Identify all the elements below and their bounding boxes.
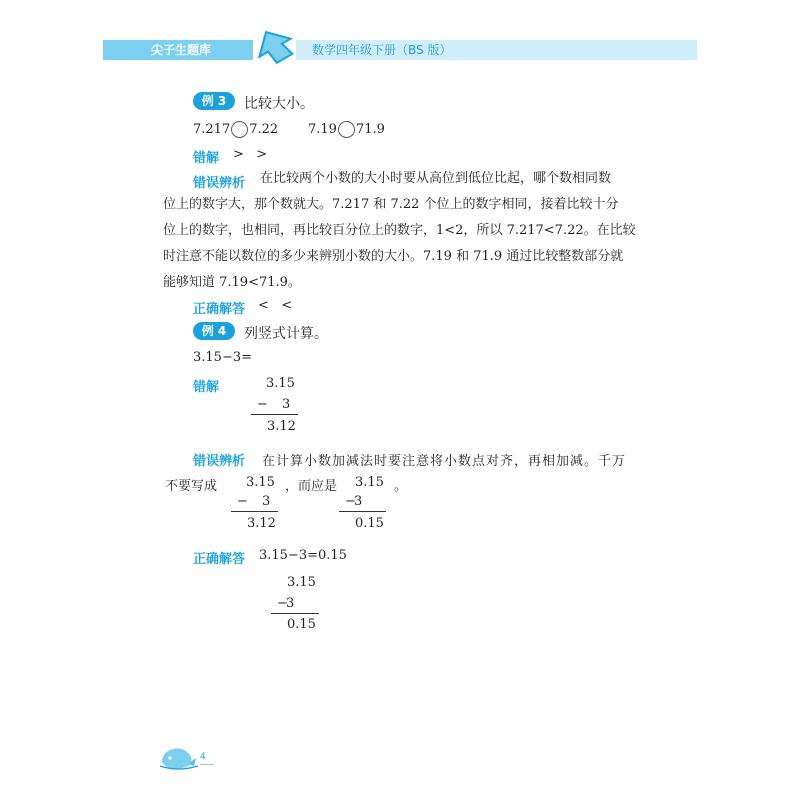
series-title: 尖子生题库 [150,43,211,57]
analysis-line: 能够知道 7.19<71.9。 [163,275,301,290]
wrong-solution-label-4: 错解 [193,380,220,395]
page-number: 4 [200,752,206,762]
analysis-4-line-2a: 不要写成 [165,479,218,494]
calc-operator: − [277,596,288,611]
up-arrow-icon [252,28,296,64]
analysis-line: 时注意不能以数位的多少来辨别小数的大小。7.19 和 71.9 通过比较整数部分就 [163,249,624,264]
calc-subtrahend: 3 [354,494,363,509]
compare-circle-1 [231,121,248,138]
calc-result: 3.12 [247,516,276,531]
calc-operator: − [237,494,248,509]
header-book-bar [296,40,697,60]
calc-rule [339,511,386,512]
calc-subtrahend: 3 [262,494,271,509]
calc-result: 0.15 [287,617,316,632]
compare-2-left: 7.19 [308,122,337,137]
example-4-tag: 例 4 [193,322,235,340]
calc-top: 3.15 [266,376,295,391]
example-3-prompt: 比较大小。 [244,96,314,112]
analysis-line: 在比较两个小数的大小时要从高位到低位比起，哪个数相同数 [260,171,612,186]
example-4-problem: 3.15−3= [193,350,253,365]
book-title: 数学四年级下册（BS 版） [312,43,452,57]
correct-answer-3: < < [258,298,293,313]
calc-subtrahend: 3 [282,397,291,412]
error-analysis-label-4: 错误辨析 [193,454,246,469]
analysis-4-line-2b: ，而应是 [285,479,338,494]
wrong-answer-3: > > [233,147,268,162]
calc-result: 0.15 [355,516,384,531]
calc-rule [231,511,278,512]
calc-operator: − [345,494,356,509]
compare-item-2 [308,121,385,138]
calc-top: 3.15 [287,575,316,590]
example-4-prompt: 列竖式计算。 [244,326,328,342]
error-analysis-text-3 [163,166,639,296]
correct-equation-4: 3.15−3=0.15 [259,548,347,563]
example-3-tag: 例 3 [193,92,235,110]
header-series-bar [103,40,253,60]
analysis-4-line-1: 在计算小数加减法时要注意将小数点对齐，再相加减。千万 [262,454,627,469]
calc-top: 3.15 [246,475,275,490]
calc-rule [271,613,319,614]
analysis-line: 位上的数字，也相同，再比较百分位上的数字，1<2，所以 7.217<7.22。在比较 [163,223,636,238]
correct-solution-label-3: 正确解答 [193,302,246,317]
correct-solution-label-4: 正确解答 [193,552,246,567]
analysis-line: 位上的数字大，那个数就大。7.217 和 7.22 个位上的数字相同，接着比较十分 [163,197,619,212]
whale-mascot-icon [158,740,204,772]
compare-1-left: 7.217 [193,122,231,137]
error-analysis-label-3: 错误辨析 [193,176,246,191]
calc-operator: − [257,397,268,412]
footer-rule [200,764,214,765]
compare-2-right: 71.9 [355,122,385,137]
analysis-4-line-2c: 。 [394,479,408,494]
compare-1-right: 7.22 [249,122,279,137]
compare-item-1 [193,121,278,138]
calc-top: 3.15 [355,475,384,490]
compare-circle-2 [338,121,355,138]
calc-subtrahend: 3 [286,596,295,611]
wrong-solution-label-3: 错解 [193,151,220,166]
calc-rule [251,414,298,415]
calc-result: 3.12 [267,419,296,434]
